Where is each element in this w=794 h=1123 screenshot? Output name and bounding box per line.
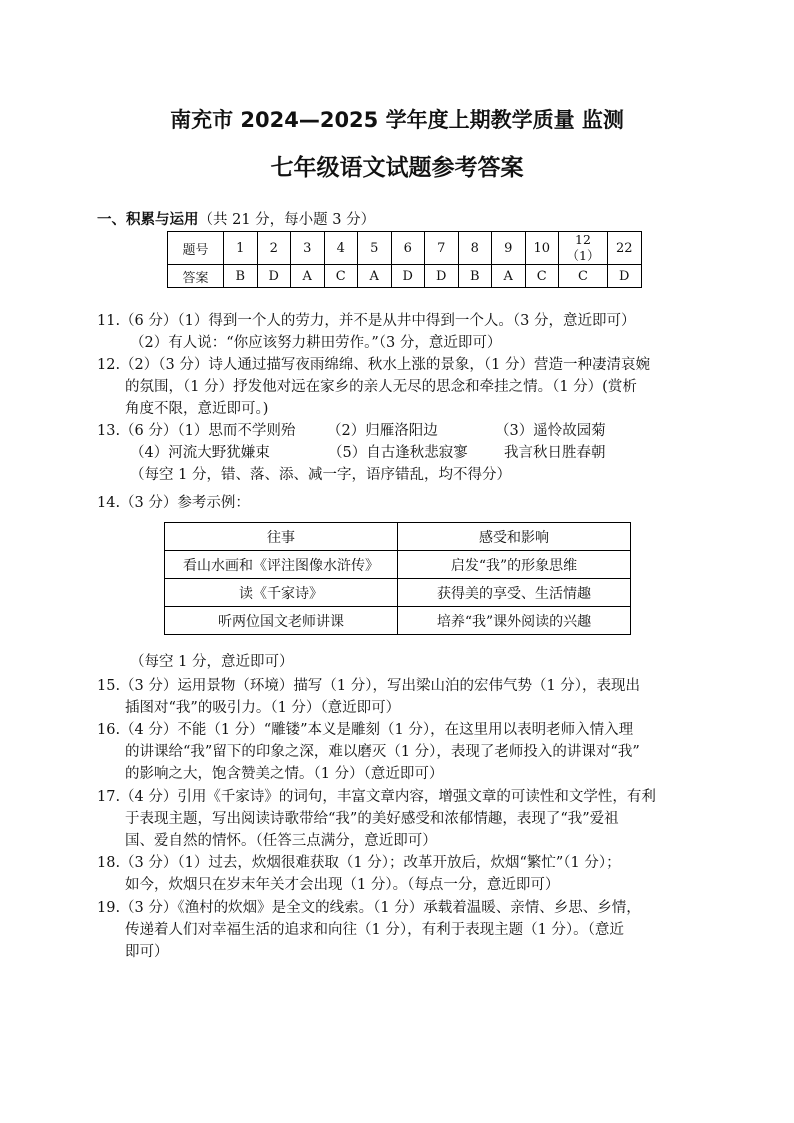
answer-table [167, 231, 642, 288]
answer-cell: B [458, 265, 492, 288]
table-cell: 看山水画和《评注图像水浒传》 [165, 551, 398, 579]
question-number: 4 [324, 232, 358, 265]
q12-top: 12 [575, 232, 591, 247]
question-number: 7 [425, 232, 459, 265]
answer-12-line1: 12.（2）（3 分）诗人通过描写夜雨绵绵、秋水上涨的景象，（1 分）营造一种凄清哀婉 [97, 357, 650, 373]
answer-13-line2 [97, 442, 709, 464]
question-number: 1 [224, 232, 258, 265]
answer-19-line1: 19.（3 分）《渔村的炊烟》是全文的线索。（1 分）承载着温暖、亲情、乡思、乡情， [97, 900, 641, 916]
answer-13 [97, 420, 709, 486]
answer-cell: A [291, 265, 325, 288]
answer-cell: C [559, 265, 608, 288]
answer-cell: D [257, 265, 291, 288]
answer-15-line2: 插图对“我”的吸引力。（1 分）（意近即可） [125, 700, 401, 716]
answer-17-line2: 于表现主题，写出阅读诗歌带给“我”的美好感受和浓郁情趣，表现了“我”爱祖 [125, 811, 619, 827]
question-number: 22 [608, 232, 642, 265]
question-number: 8 [458, 232, 492, 265]
answer-row [168, 265, 642, 288]
answer-cell: A [358, 265, 392, 288]
answer-key-title: 七年级语文试题参考答案 [270, 155, 524, 181]
answer-cell: C [525, 265, 559, 288]
answer-cell: A [492, 265, 526, 288]
section-heading [97, 208, 375, 229]
answer-18 [97, 852, 709, 896]
answer-15 [97, 675, 709, 719]
answer-12 [97, 354, 709, 420]
answer-16-line2: 的讲课给“我”留下的印象之深，难以磨灭（1 分），表现了老师投入的讲课对“我” [125, 744, 640, 760]
answer-cell: D [391, 265, 425, 288]
answer-14-line1: 14.（3 分）参考示例： [97, 495, 250, 511]
question-number: 6 [391, 232, 425, 265]
answer-13-blank6: 我言秋日胜春朝 [504, 445, 606, 461]
table-cell: 读《千家诗》 [165, 579, 398, 607]
answer-13-blank4: （4）河流大野犹嫌束 [130, 445, 270, 461]
answer-13-line1 [97, 420, 709, 442]
answer-13-blank5: （5）自古逢秋悲寂寥 [328, 445, 468, 461]
answer-19 [97, 897, 709, 963]
answer-18-line2: 如今，炊烟只在岁末年关才会出现（1 分）。（每点一分，意近即可） [125, 877, 560, 893]
header-feelings: 感受和影响 [398, 523, 631, 551]
answer-11-line1: 11.（6 分）（1）得到一个人的劳力，并不是从井中得到一个人。（3 分，意近即可） [97, 313, 636, 329]
section-title: 一、积累与运用 [97, 212, 199, 228]
answer-17-line3: 国、爱自然的情怀。（任答三点满分，意近即可） [125, 833, 437, 849]
table-cell: 培养“我”课外阅读的兴趣 [398, 607, 631, 635]
question-number: 5 [358, 232, 392, 265]
row-label-question: 题号 [168, 232, 224, 265]
answer-19-line2: 传递着人们对幸福生活的追求和向往（1 分），有利于表现主题（1 分）。（意近 [125, 922, 624, 938]
answer-13-blank2: （2）归雁洛阳边 [327, 423, 438, 439]
question-number: 9 [492, 232, 526, 265]
table-cell: 获得美的享受、生活情趣 [398, 579, 631, 607]
experience-table-header [165, 523, 631, 551]
answer-18-line1: 18.（3 分）（1）过去，炊烟很难获取（1 分）；改革开放后，炊烟“繁忙”（1 分）； [97, 855, 621, 871]
answer-cell: D [608, 265, 642, 288]
answer-14-note [97, 651, 709, 673]
header-past-events: 往事 [165, 523, 398, 551]
q12-bottom: （1） [566, 248, 600, 263]
table-row [165, 607, 631, 635]
answer-17-line1: 17.（4 分）引用《千家诗》的词句，丰富文章内容，增强文章的可读性和文学性，有利 [97, 789, 656, 805]
answer-14-note-text: （每空 1 分，意近即可） [130, 654, 294, 670]
question-number: 2 [257, 232, 291, 265]
answer-19-line3: 即可） [125, 944, 169, 960]
table-row [165, 579, 631, 607]
answer-15-line1: 15.（3 分）运用景物（环境）描写（1 分），写出梁山泊的宏伟气势（1 分），表现出 [97, 678, 641, 694]
answer-11-line2: （2）有人说：“你应该努力耕田劳作。”（3 分，意近即可） [130, 335, 502, 351]
answer-12-line3: 角度不限，意近即可。) [125, 401, 269, 417]
answer-13-note: （每空 1 分，错、落、添、减一字，语序错乱，均不得分） [130, 467, 511, 483]
answer-11 [97, 310, 709, 354]
answer-cell: D [425, 265, 459, 288]
question-number-12 [559, 232, 608, 265]
answer-13-blank3: （3）遥怜故园菊 [495, 423, 606, 439]
answer-16-line3: 的影响之大，饱含赞美之情。（1 分）（意近即可） [125, 766, 444, 782]
table-row [165, 551, 631, 579]
answer-17 [97, 786, 709, 852]
question-number: 3 [291, 232, 325, 265]
experience-table [164, 522, 631, 635]
answer-14-heading [97, 492, 709, 514]
question-number: 10 [525, 232, 559, 265]
answer-16-line1: 16.（4 分）不能（1 分）“雕镂”本义是雕刻（1 分），在这里用以表明老师入情入理 [97, 722, 634, 738]
answer-cell: C [324, 265, 358, 288]
table-cell: 听两位国文老师讲课 [165, 607, 398, 635]
section-note: （共 21 分，每小题 3 分） [198, 212, 376, 228]
exam-title: 南充市 2024—2025 学年度上期教学质量 监测 [170, 108, 624, 132]
table-cell: 启发“我”的形象思维 [398, 551, 631, 579]
question-number-row [168, 232, 642, 265]
answer-16 [97, 719, 709, 785]
row-label-answer: 答案 [168, 265, 224, 288]
answer-13-blank1: 13.（6 分）（1）思而不学则殆 [97, 423, 296, 439]
answer-cell: B [224, 265, 258, 288]
answer-12-line2: 的氛围，（1 分）抒发他对远在家乡的亲人无尽的思念和牵挂之情。（1 分）(赏析 [125, 379, 637, 395]
